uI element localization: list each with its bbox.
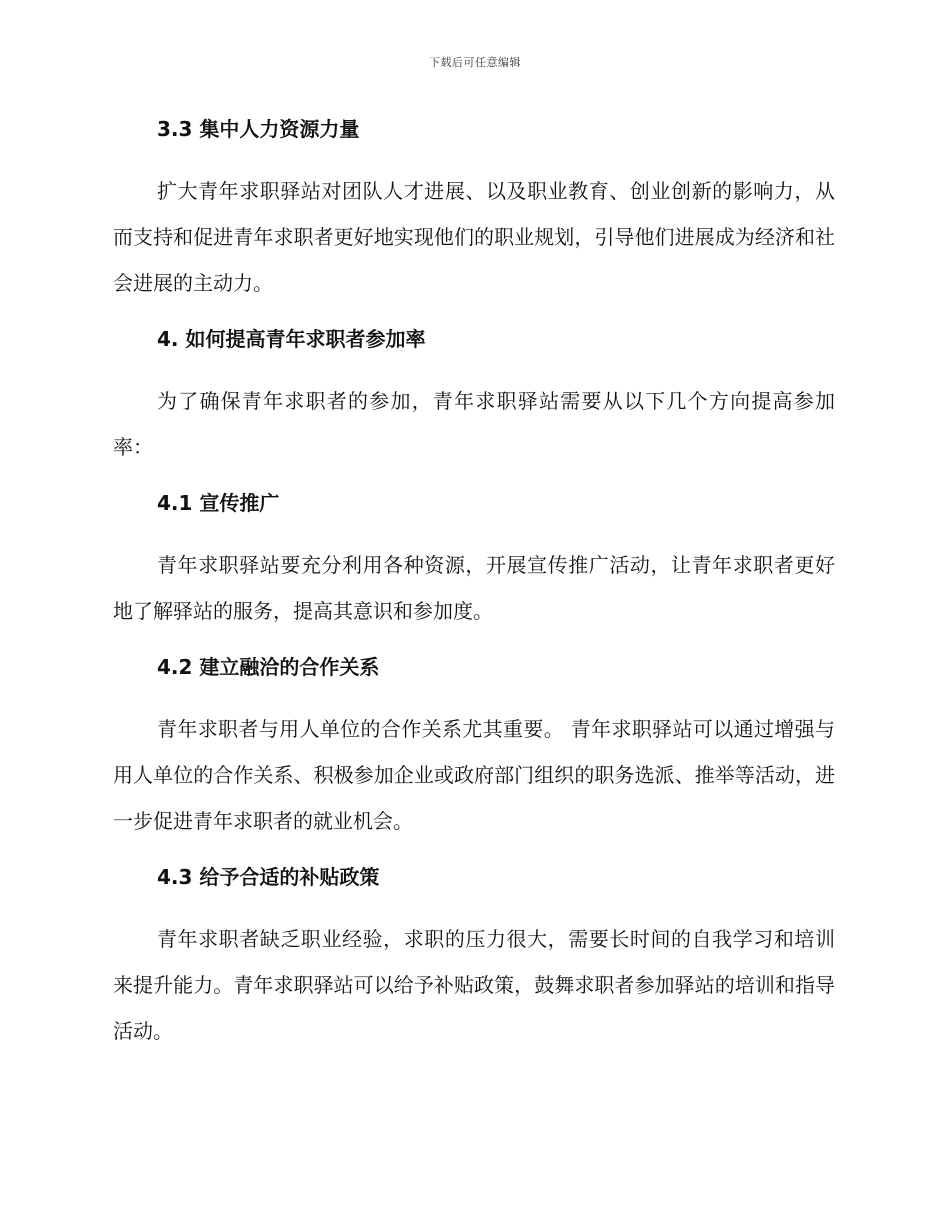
section-paragraph-4-2: 青年求职者与用人单位的合作关系尤其重要。 青年求职驿站可以通过增强与用人单位的合作关系、积极参加企业或政府部门组织的职务选派、推举等活动，进一步促进青年求职者的就业机会。	[113, 717, 835, 833]
page-header: 下载后可任意编辑	[429, 56, 521, 69]
section-paragraph-4-1: 青年求职驿站要充分利用各种资源，开展宣传推广活动，让青年求职者更好地了解驿站的服务，提高其意识和参加度。	[113, 553, 835, 623]
section-heading-4: 4. 如何提高青年求职者参加率	[157, 327, 426, 351]
section-heading-3-3: 3.3 集中人力资源力量	[157, 117, 360, 141]
section-paragraph-3-3: 扩大青年求职驿站对团队人才进展、以及职业教育、创业创新的影响力，从而支持和促进青年求职者更好地实现他们的职业规划，引导他们进展成为经济和社会进展的主动力。	[113, 179, 835, 295]
section-heading-4-3: 4.3 给予合适的补贴政策	[157, 865, 380, 889]
section-paragraph-4-3: 青年求职者缺乏职业经验，求职的压力很大，需要长时间的自我学习和培训来提升能力。青年求职驿站可以给予补贴政策，鼓舞求职者参加驿站的培训和指导活动。	[113, 927, 835, 1043]
section-heading-4-1: 4.1 宣传推广	[157, 491, 280, 515]
document-body	[113, 112, 835, 1054]
section-paragraph-4: 为了确保青年求职者的参加，青年求职驿站需要从以下几个方向提高参加率：	[113, 389, 835, 459]
section-heading-4-2: 4.2 建立融洽的合作关系	[157, 655, 380, 679]
